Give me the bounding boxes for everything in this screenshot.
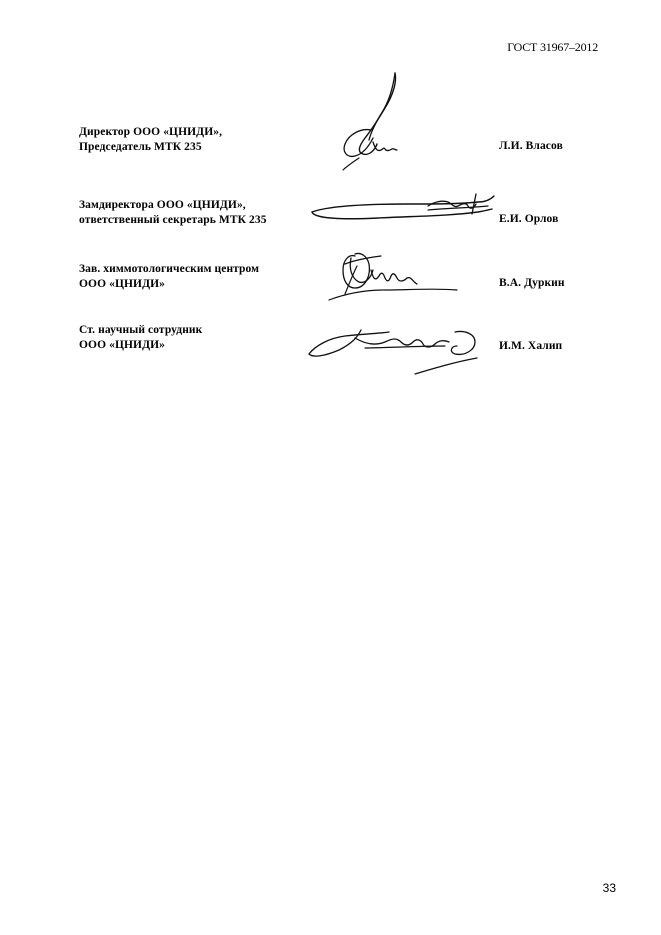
signatory-position [79,125,222,155]
position-line: Зав. химмотологическим центром [79,263,260,275]
page-number: 33 [602,881,616,895]
document-code: ГОСТ 31967–2012 [507,40,598,54]
signatory-position [79,262,259,292]
handwritten-signature-icon [308,192,498,228]
position-line: Ст. научный сотрудник [79,324,203,336]
signatory-name: В.А. Дуркин [499,277,565,289]
signatory-position [79,198,267,228]
handwritten-signature-icon [305,324,485,380]
position-line: Замдиректора ООО «ЦНИДИ», [79,199,246,211]
handwritten-signature-icon [335,70,405,175]
position-line: ООО «ЦНИДИ» [79,339,166,351]
signatory-row [0,322,661,402]
signatory-name: Л.И. Власов [499,140,563,152]
position-line: ООО «ЦНИДИ» [79,278,166,290]
position-line: ответственный секретарь МТК 235 [79,214,267,226]
signatory-name: Е.И. Орлов [499,213,559,225]
position-line: Председатель МТК 235 [79,141,202,153]
signatory-name: И.М. Халип [499,340,563,352]
signatory-position [79,323,202,353]
handwritten-signature-icon [325,248,465,308]
position-line: Директор ООО «ЦНИДИ», [79,126,223,138]
